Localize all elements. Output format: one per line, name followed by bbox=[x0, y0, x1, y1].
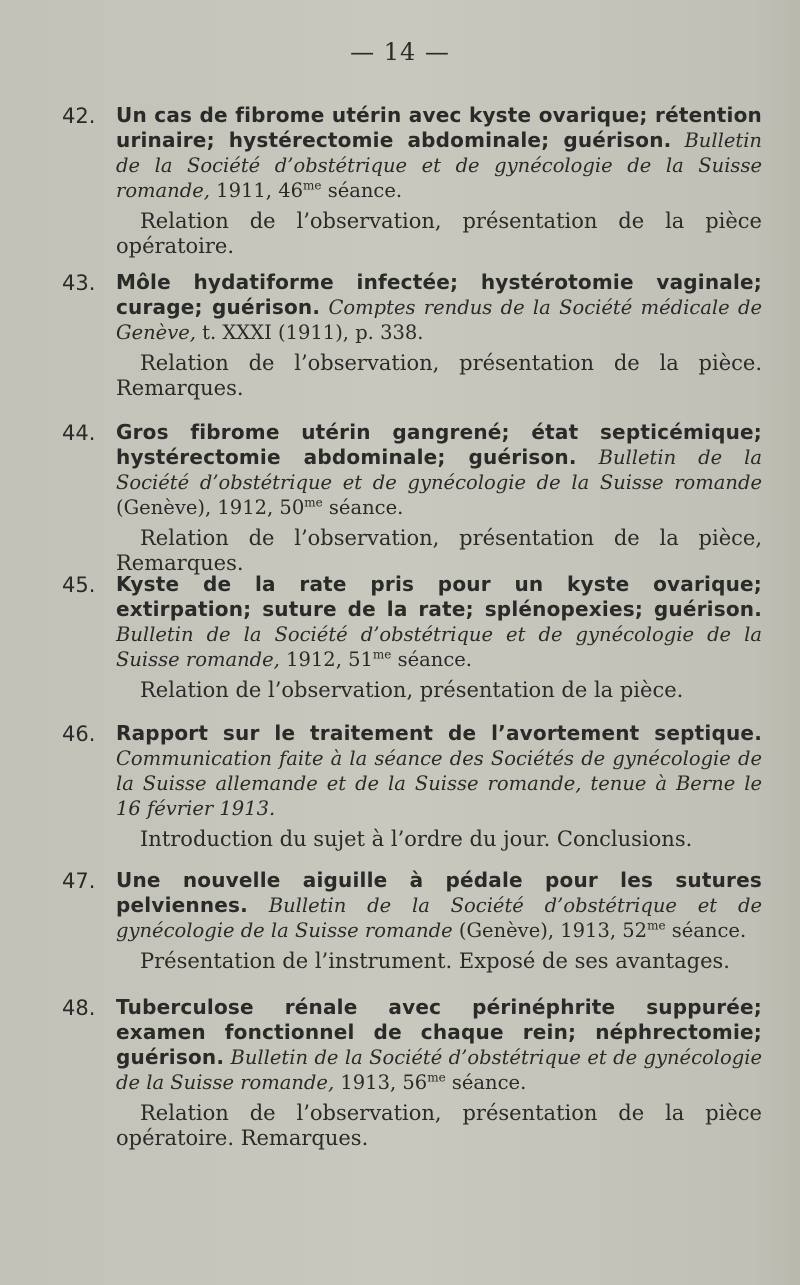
entry-number: 43. bbox=[62, 271, 96, 295]
entry-reference: Bulletin de la Société d’obstétrique et de gynécologie de la Suisse romande, bbox=[116, 129, 762, 202]
entry-summary: Introduction du sujet à l’ordre du jour. Conclusions. bbox=[140, 827, 693, 851]
entry-summary: Relation de l’observation, présentation de la pièce opératoire. bbox=[116, 209, 762, 258]
entry-citation bbox=[116, 572, 762, 672]
entry-reference-detail: t. XXXI (1911), p. 338. bbox=[195, 321, 424, 344]
entry-title: Tuberculose rénale avec périnéphrite suppurée; examen fonctionnel de chaque rein; néphrectomie; guérison. bbox=[116, 995, 762, 1069]
entry-reference-tail: séance. bbox=[445, 1071, 527, 1094]
entry-title: Gros fibrome utérin gangrené; état septicémique; hystérectomie abdominale; guérison. bbox=[116, 420, 762, 469]
entry-summary: Relation de l’observation, présentation de la pièce, Remarques. bbox=[116, 526, 762, 575]
entry-reference-tail: séance. bbox=[391, 648, 472, 671]
entry-reference: Bulletin de la Société d’obstétrique et de gynécologie de la Suisse romande bbox=[116, 894, 762, 942]
entry-citation bbox=[116, 995, 762, 1095]
entry-42 bbox=[62, 103, 762, 259]
entry-reference: Bulletin de la Société d’obstétrique et de gynécologie de la Suisse romande bbox=[116, 446, 762, 494]
entry-title: Kyste de la rate pris pour un kyste ovarique; extirpation; suture de la rate; splénopexies; guérison. bbox=[116, 572, 762, 621]
entry-title: Rapport sur le traitement de l’avortement septique. bbox=[116, 721, 762, 745]
entry-45 bbox=[62, 572, 762, 703]
entry-number: 45. bbox=[62, 573, 96, 597]
entry-summary: Relation de l’observation, présentation de la pièce opératoire. Remarques. bbox=[116, 1101, 762, 1150]
entry-citation bbox=[116, 721, 762, 821]
entry-number: 47. bbox=[62, 869, 96, 893]
entry-reference-detail: (Genève), 1912, 50 bbox=[116, 496, 305, 519]
entry-reference: Comptes rendus de la Société médicale de Genève, bbox=[116, 296, 763, 344]
entry-ordinal-suffix: me bbox=[372, 647, 392, 662]
entry-citation bbox=[116, 868, 762, 943]
entry-ordinal-suffix: me bbox=[427, 1070, 446, 1085]
entry-reference-tail: séance. bbox=[322, 496, 404, 519]
entry-title: Une nouvelle aiguille à pédale pour les sutures pelviennes. bbox=[116, 868, 762, 917]
entry-reference-detail: 1911, 46 bbox=[209, 179, 304, 202]
entry-citation bbox=[116, 270, 762, 345]
entry-reference: Bulletin de la Société d’obstétrique et de gynécologie de la Suisse romande, bbox=[116, 623, 762, 671]
entry-citation bbox=[116, 103, 762, 203]
entry-48 bbox=[62, 995, 762, 1151]
entry-ordinal-suffix: me bbox=[304, 495, 323, 510]
entry-summary: Relation de l’observation, présentation de la pièce. bbox=[140, 678, 684, 702]
entry-title: Un cas de fibrome utérin avec kyste ovarique; rétention urinaire; hystérectomie abdominale; guérison. bbox=[116, 103, 762, 152]
entry-title: Môle hydatiforme infectée; hystérotomie vaginale; curage; guérison. bbox=[116, 270, 762, 319]
entry-number: 46. bbox=[62, 722, 96, 746]
entry-ordinal-suffix: me bbox=[303, 178, 322, 193]
entry-reference-detail: 1913, 56 bbox=[334, 1071, 428, 1094]
entry-number: 42. bbox=[62, 104, 96, 128]
entry-reference-tail: séance. bbox=[665, 919, 747, 942]
entry-number: 48. bbox=[62, 996, 96, 1020]
entry-number: 44. bbox=[62, 421, 96, 445]
entry-43 bbox=[62, 270, 762, 401]
entry-summary: Présentation de l’instrument. Exposé de ses avantages. bbox=[140, 949, 730, 973]
entry-reference-detail: 1912, 51 bbox=[279, 648, 373, 671]
entry-ordinal-suffix: me bbox=[647, 918, 666, 933]
entry-summary: Relation de l’observation, présentation de la pièce. Remarques. bbox=[116, 351, 762, 400]
entry-47 bbox=[62, 868, 762, 974]
entry-reference-tail: séance. bbox=[321, 179, 403, 202]
entry-reference: Communication faite à la séance des Sociétés de gynécologie de la Suisse allemande et de la Suisse romande, tenue à Berne le 16 février 1913. bbox=[116, 747, 762, 820]
entry-citation bbox=[116, 420, 762, 520]
entry-46 bbox=[62, 721, 762, 852]
entry-44 bbox=[62, 420, 762, 576]
entry-reference-detail: (Genève), 1913, 52 bbox=[452, 919, 648, 942]
entry-reference: Bulletin de la Société d’obstétrique et de gynécologie de la Suisse romande, bbox=[116, 1046, 762, 1094]
page-number: — 14 — bbox=[350, 38, 450, 66]
